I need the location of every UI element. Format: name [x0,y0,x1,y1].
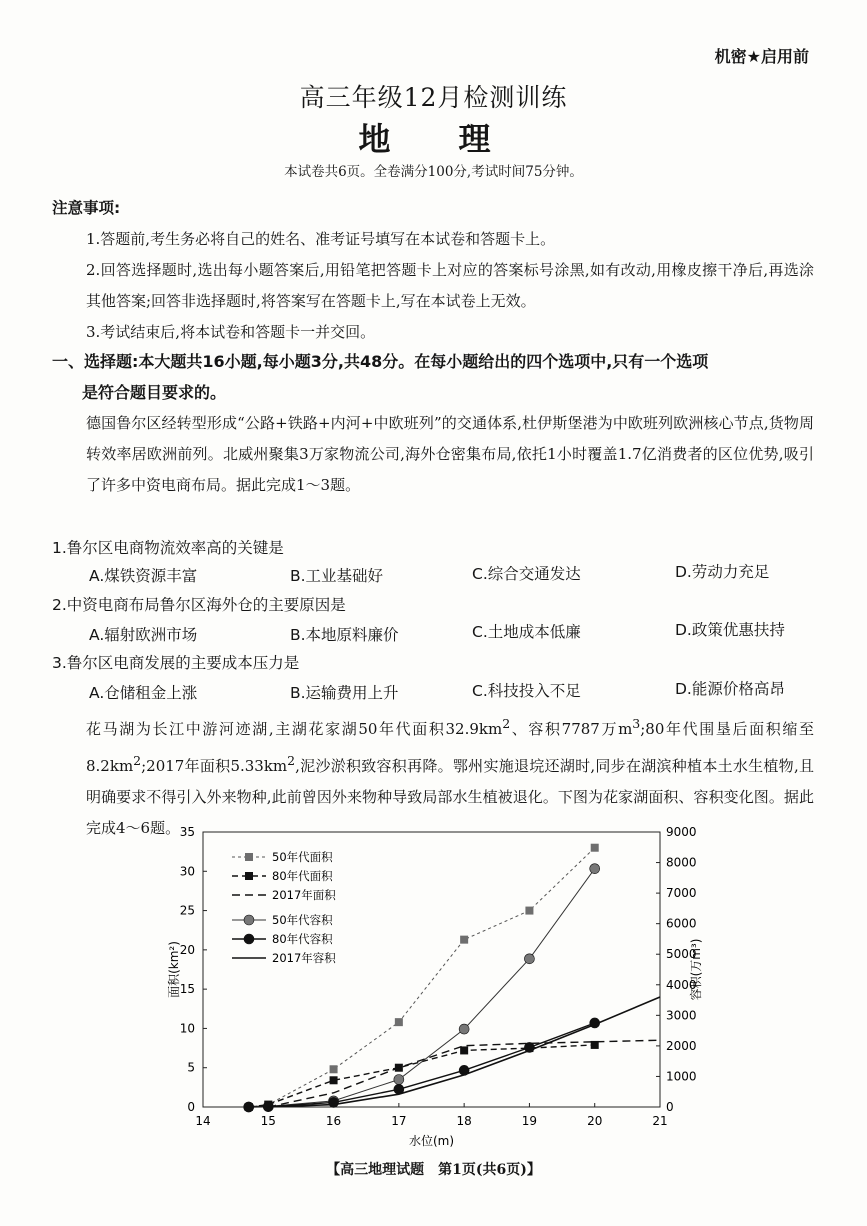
lake-sup-3: 2 [133,753,142,768]
lake-area-volume-chart [150,818,710,1153]
q3-option-c[interactable]: C.科技投入不足 [472,682,581,700]
series-1-point [460,936,468,944]
y-right-tick-label: 4000 [666,977,697,992]
series-2-point [460,1046,468,1054]
q3-option-a[interactable]: A.仓储租金上涨 [89,684,198,702]
legend-swatch-marker [245,872,253,880]
notice-heading: 注意事项: [52,199,121,217]
y-left-tick-label: 30 [179,864,195,879]
x-tick-label: 17 [391,1114,407,1128]
legend-label: 50年代容积 [272,913,333,927]
passage-ruhr-text: 德国鲁尔区经转型形成“公路+铁路+内河+中欧班列”的交通体系,杜伊斯堡港为中欧班列欧洲核心节点,货物周转效率居欧洲前列。北威州聚集3万家物流公司,海外仓密集布局,依托1小时覆盖1.7亿消费者的区位优势,吸引了许多中资电商布局。据此完成1～3题。 [86,414,814,494]
series-4-point [394,1075,404,1085]
series-1-point [395,1018,403,1026]
y-right-tick-label: 8000 [666,855,697,870]
x-tick-label: 14 [195,1114,211,1128]
notice-item-2: 2.回答选择题时,选出每小题答案后,用铅笔把答题卡上对应的答案标号涂黑,如有改动,用橡皮擦干净后,再选涂其他答案;回答非选择题时,将答案写在答题卡上,写在本试卷上无效。 [86,261,814,310]
x-tick-label: 21 [652,1114,668,1128]
series-1-point [591,844,599,852]
series-4-point [459,1024,469,1034]
x-tick-label: 19 [521,1114,538,1128]
legend-label: 2017年面积 [272,888,336,902]
q2-option-b[interactable]: B.本地原料廉价 [290,626,399,644]
notice-item-3: 3.考试结束后,将本试卷和答题卡一并交回。 [86,323,376,341]
notice-item-1: 1.答题前,考生务必将自己的姓名、准考证号填写在本试卷和答题卡上。 [86,230,556,248]
y-left-axis-title: 面积(km²) [167,941,181,998]
q1-option-b[interactable]: B.工业基础好 [290,567,384,585]
exam-info: 本试卷共6页。全卷满分100分,考试时间75分钟。 [284,164,583,180]
y-right-tick-label: 2000 [666,1038,697,1053]
lake-sup-4: 2 [287,753,296,768]
q3-option-d[interactable]: D.能源价格高昂 [675,680,785,698]
y-right-tick-label: 5000 [666,947,697,962]
chart-legend [232,850,336,965]
q2-option-d[interactable]: D.政策优惠扶持 [675,621,785,639]
lake-text-1: 花马湖为长江中游河迹湖,主湖花家湖50年代面积32.9km [86,720,503,738]
q1-option-c[interactable]: C.综合交通发达 [472,565,581,583]
series-2-line [249,1045,595,1107]
series-4-line [249,869,595,1107]
legend-label: 80年代面积 [272,869,333,883]
series-4-point [590,864,600,874]
q1-option-d[interactable]: D.劳动力充足 [675,563,770,581]
y-left-tick-label: 20 [179,942,195,957]
legend-label: 80年代容积 [272,932,333,946]
q1-option-a[interactable]: A.煤铁资源丰富 [89,567,198,585]
y-right-tick-label: 3000 [666,1008,697,1023]
section-heading-line1: 一、选择题:本大题共16小题,每小题3分,共48分。在每小题给出的四个选项中,只有一个选项 [52,352,709,371]
lake-text-5: ,泥沙淤积致容积再降。鄂州实施退垸还湖时,同步在湖滨种植本土水生植物,且明确要求不得引入外来物种,此前曾因外来物种导致局部水生植被退化。下图为花家湖面积、容积变化图。据此完成4～6题。 [86,757,814,837]
q2-option-a[interactable]: A.辐射欧洲市场 [89,626,198,644]
lake-text-4: ;2017年面积5.33km [141,757,288,775]
series-5-point [329,1097,339,1107]
lake-text-2: 、容积7787万m [510,720,633,738]
q2-option-c[interactable]: C.土地成本低廉 [472,623,581,641]
y-left-tick-label: 5 [187,1060,195,1075]
lake-sup-2: 3 [632,716,641,731]
y-right-tick-label: 0 [666,1100,674,1114]
passage-ruhr [52,408,814,501]
y-right-tick-label: 9000 [666,825,697,839]
q3-option-b[interactable]: B.运输费用上升 [290,684,399,702]
y-right-tick-label: 6000 [666,916,697,931]
question-2: 2.中资电商布局鲁尔区海外仓的主要原因是 [52,596,346,614]
x-axis-title: 水位(m) [408,1134,455,1148]
section-heading-line2: 是符合题目要求的。 [82,383,227,402]
lake-text-3: ;80年代围垦后面积缩至8.2km [86,720,814,775]
chart-series [244,844,660,1112]
section-heading [52,346,822,408]
series-2-point [330,1076,338,1084]
confidential-mark: 机密★启用前 [714,47,809,66]
notice-list [52,224,814,348]
series-5-point [244,1102,254,1112]
legend-swatch-marker [245,853,253,861]
x-tick-label: 16 [325,1114,342,1128]
y-left-tick-label: 0 [187,1100,195,1114]
question-3: 3.鲁尔区电商发展的主要成本压力是 [52,654,300,672]
legend-label: 50年代面积 [272,850,333,864]
page-footer: 【高三地理试题 第1页(共6页)】 [326,1162,541,1178]
y-left-tick-label: 10 [179,1021,195,1036]
y-left-tick-label: 35 [179,825,195,839]
subject-title: 地 理 [358,120,509,158]
question-1: 1.鲁尔区电商物流效率高的关键是 [52,539,284,557]
x-tick-label: 20 [587,1114,603,1128]
x-tick-label: 18 [456,1114,472,1128]
y-right-tick-label: 7000 [666,886,697,901]
lake-sup-1: 2 [502,716,511,731]
exam-title: 高三年级12月检测训练 [299,83,568,112]
series-4-point [524,954,534,964]
series-1-point [330,1065,338,1073]
series-1-line [249,848,595,1107]
series-5-line [249,1023,595,1107]
y-right-tick-label: 1000 [666,1069,697,1084]
y-right-axis-title: 容积(万m³) [689,938,703,1001]
x-tick-label: 15 [260,1114,276,1128]
series-1-point [525,907,533,915]
y-left-tick-label: 15 [179,982,195,997]
y-left-tick-label: 25 [179,903,195,918]
legend-label: 2017年容积 [272,951,336,965]
legend-swatch-marker [244,934,254,944]
legend-swatch-marker [244,915,254,925]
